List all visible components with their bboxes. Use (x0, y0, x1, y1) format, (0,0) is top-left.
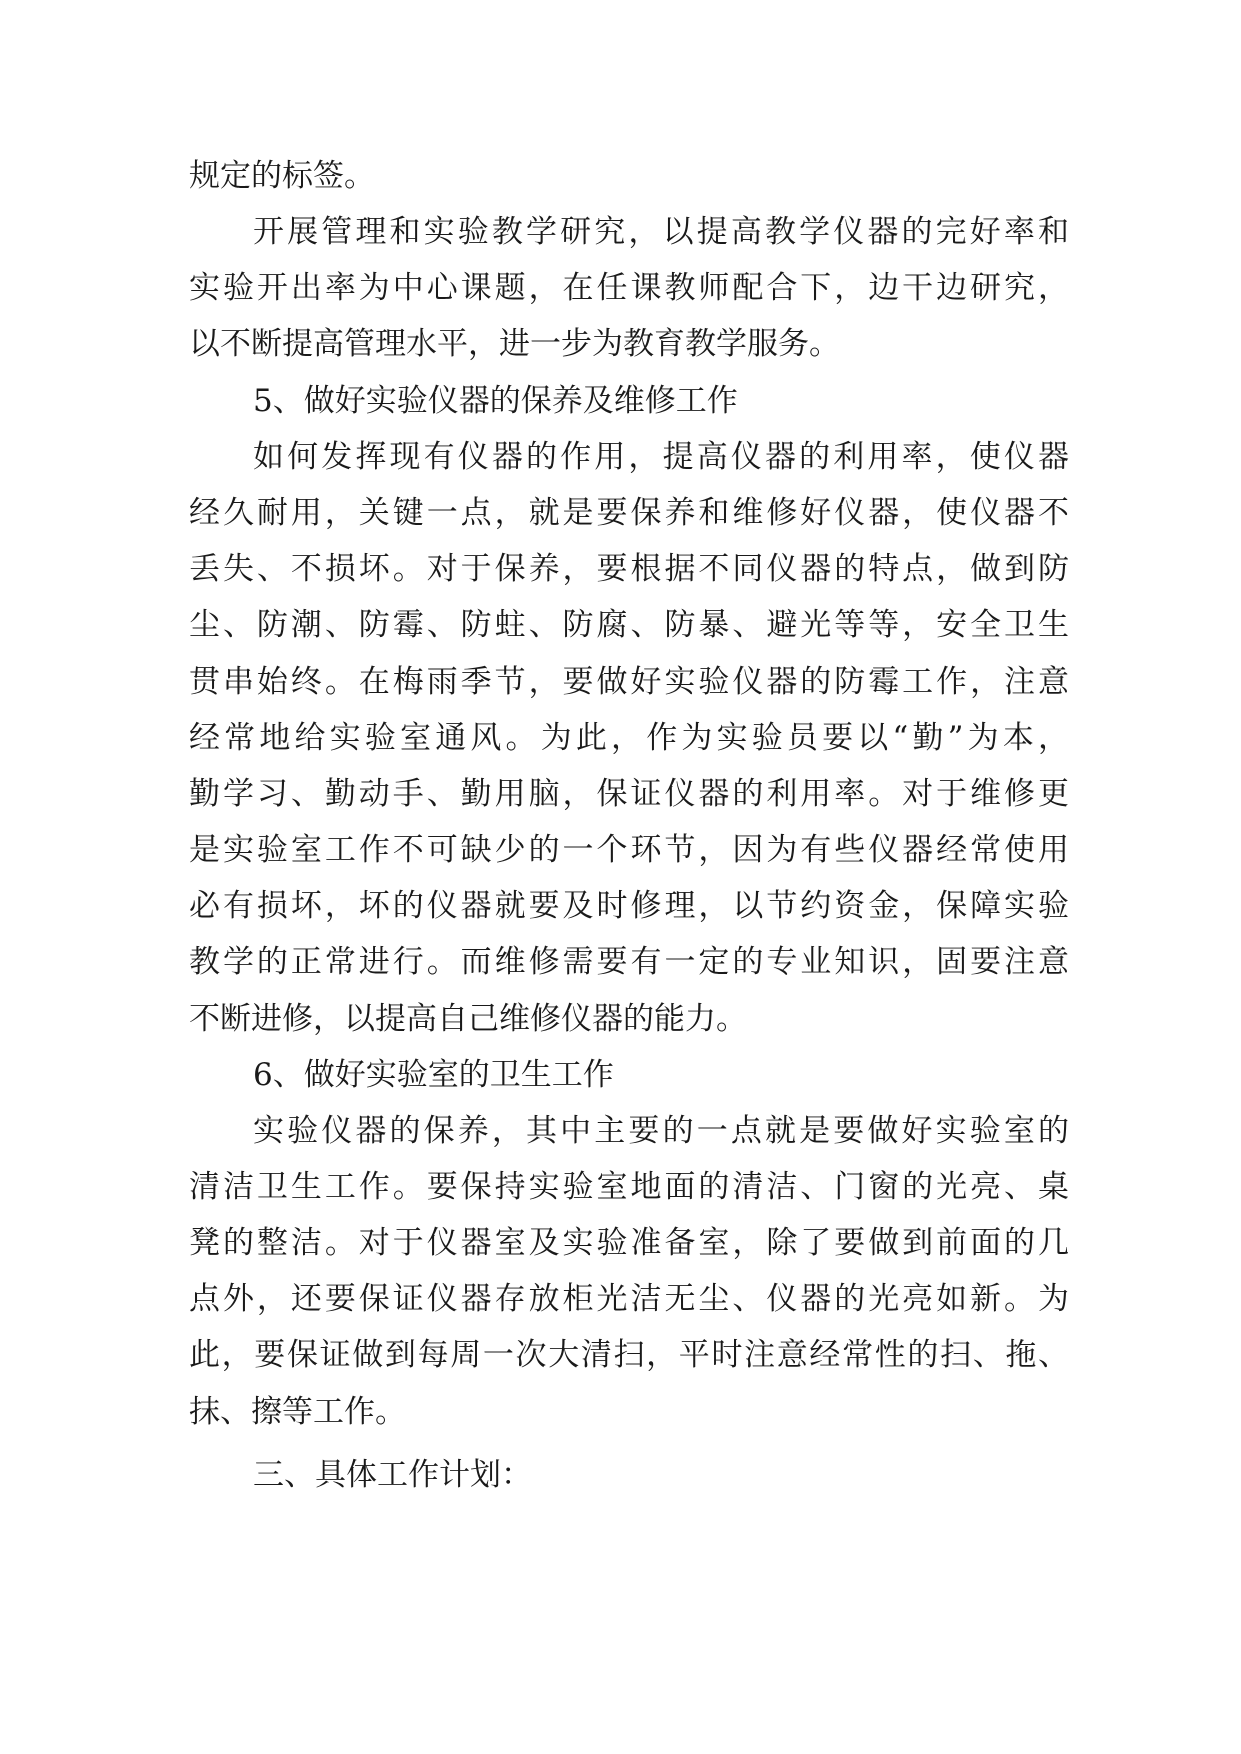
section-heading: 5、做好实验仪器的保养及维修工作 (253, 383, 738, 419)
text-line: 是实验室工作不可缺少的一个环节，因为有些仪器经常使用 (189, 832, 1069, 868)
text-line: 实验仪器的保养，其中主要的一点就是要做好实验室的 (253, 1113, 1069, 1149)
text-line: 必有损坏，坏的仪器就要及时修理，以节约资金，保障实验 (189, 888, 1069, 924)
text-line: 点外，还要保证仪器存放柜光洁无尘、仪器的光亮如新。为 (189, 1281, 1069, 1317)
text-line: 勤学习、勤动手、勤用脑，保证仪器的利用率。对于维修更 (189, 776, 1069, 812)
text-line: 此，要保证做到每周一次大清扫，平时注意经常性的扫、拖、 (189, 1337, 1069, 1373)
section-heading: 三、具体工作计划： (253, 1457, 532, 1493)
text-line: 以不断提高管理水平，进一步为教育教学服务。 (189, 326, 840, 362)
text-line: 开展管理和实验教学研究，以提高教学仪器的完好率和 (253, 214, 1069, 250)
text-line: 抹、擦等工作。 (189, 1394, 406, 1430)
section-heading: 6、做好实验室的卫生工作 (253, 1057, 614, 1093)
text-line: 如何发挥现有仪器的作用，提高仪器的利用率，使仪器 (253, 439, 1069, 475)
text-line: 丢失、不损坏。对于保养，要根据不同仪器的特点，做到防 (189, 551, 1069, 587)
text-line: 实验开出率为中心课题，在任课教师配合下，边干边研究， (189, 270, 1069, 306)
text-line: 凳的整洁。对于仪器室及实验准备室，除了要做到前面的几 (189, 1225, 1069, 1261)
text-line: 尘、防潮、防霉、防蛀、防腐、防暴、避光等等，安全卫生 (189, 607, 1069, 643)
text-line: 贯串始终。在梅雨季节，要做好实验仪器的防霉工作，注意 (189, 664, 1069, 700)
text-line: 经常地给实验室通风。为此，作为实验员要以“勤”为本， (189, 720, 1069, 756)
text-line: 教学的正常进行。而维修需要有一定的专业知识，固要注意 (189, 944, 1069, 980)
text-line: 经久耐用，关键一点，就是要保养和维修好仪器，使仪器不 (189, 495, 1069, 531)
text-line: 清洁卫生工作。要保持实验室地面的清洁、门窗的光亮、桌 (189, 1169, 1069, 1205)
text-line: 不断进修，以提高自己维修仪器的能力。 (189, 1001, 747, 1037)
text-line: 规定的标签。 (189, 158, 375, 194)
